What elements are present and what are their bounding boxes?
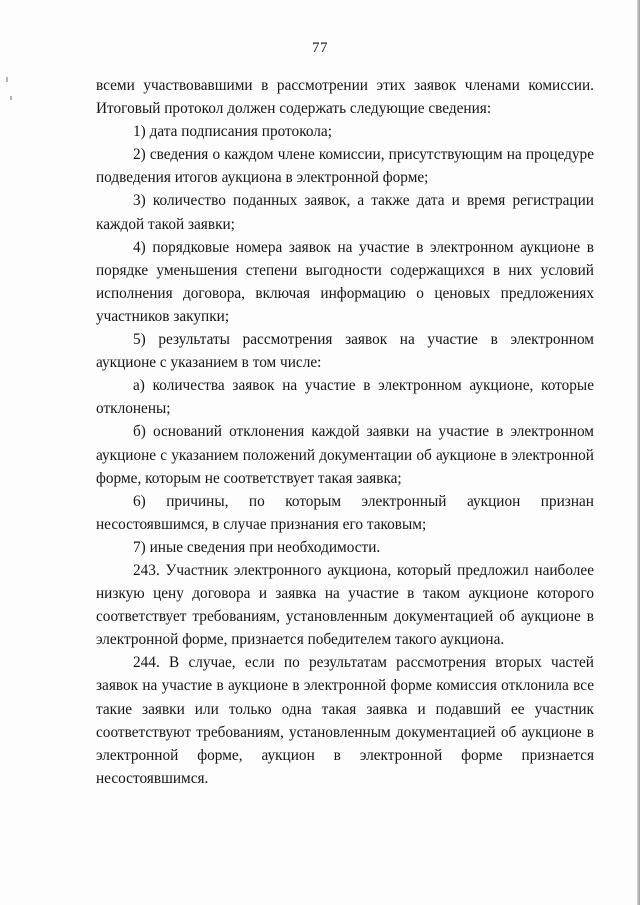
paragraph-continuation: всеми участвовавшими в рассмотрении этих заявок членами комиссии. Итоговый протокол должен содержать следующие сведения: [96, 77, 594, 118]
list-item-1: 1) дата подписания протокола; [133, 123, 332, 141]
sub-item-a: а) количества заявок на участие в электронном аукционе, которые отклонены; [96, 377, 594, 418]
document-body [96, 74, 594, 790]
list-item-5: 5) результаты рассмотрения заявок на участие в электронном аукционе с указанием в том числе: [96, 331, 594, 372]
clause-244: 244. В случае, если по результатам рассмотрения вторых частей заявок на участие в аукционе в электронной форме комиссия отклонила все такие заявки или только одна такая заявка и подавший ее участник соответствуют требованиям, установленным документацией об аукционе в электронной форме, аукцион в электронной форме признается несостоявшимся. [96, 654, 594, 787]
page-number: 77 [312, 40, 328, 56]
list-item-6: 6) причины, по которым электронный аукцион признан несостоявшимся, в случае признания его таковым; [96, 492, 594, 533]
list-item-2: 2) сведения о каждом члене комиссии, присутствующим на процедуре подведения итогов аукциона в электронной форме; [96, 146, 594, 187]
list-item-7: 7) иные сведения при необходимости. [133, 538, 381, 556]
clause-243: 243. Участник электронного аукциона, который предложил наиболее низкую цену договора и заявка на участие в таком аукционе которого соответствует требованиям, установленным документацией об аукционе в электронной форме, признается победителем такого аукциона. [96, 561, 594, 649]
sub-item-b: б) оснований отклонения каждой заявки на участие в электронном аукционе с указанием положений документации об аукционе в электронной форме, которым не соответствует такая заявка; [96, 423, 594, 487]
list-item-3: 3) количество поданных заявок, а также дата и время регистрации каждой такой заявки; [96, 192, 594, 233]
scan-artifact [10, 96, 12, 100]
list-item-4: 4) порядковые номера заявок на участие в электронном аукционе в порядке уменьшения степени выгодности содержащихся в них условий исполнения договора, включая информацию о ценовых предложениях участников закупки; [96, 238, 594, 325]
scan-artifact [6, 77, 8, 82]
